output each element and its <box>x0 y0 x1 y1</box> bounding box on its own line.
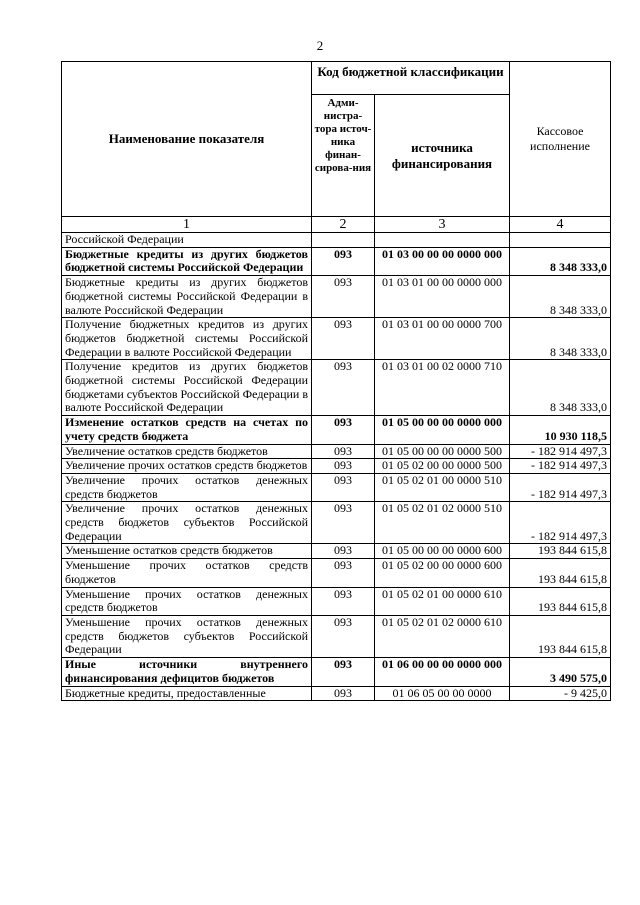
row-amount-cell: - 182 914 497,3 <box>510 459 611 474</box>
table-row <box>62 247 611 275</box>
row-name-cell: Получение бюджетных кредитов из других бюджетов бюджетной системы Российской Федерации в валюте Российской Федерации <box>62 318 312 360</box>
table-row <box>62 233 611 248</box>
row-name-cell: Увеличение прочих остатков денежных средств бюджетов субъектов Российской Федерации <box>62 502 312 544</box>
column-number: 3 <box>375 217 510 233</box>
row-amount-cell: - 9 425,0 <box>510 686 611 701</box>
row-name-cell: Российской Федерации <box>62 233 312 248</box>
row-amount-cell: 8 348 333,0 <box>510 360 611 416</box>
row-code-cell: 01 05 02 01 02 0000 510 <box>375 502 510 544</box>
column-number: 1 <box>62 217 312 233</box>
table-row <box>62 658 611 686</box>
column-number: 2 <box>312 217 375 233</box>
row-amount-cell: 193 844 615,8 <box>510 544 611 559</box>
header-name-column: Наименование показателя <box>62 62 312 217</box>
row-code-cell: 01 03 01 00 02 0000 710 <box>375 360 510 416</box>
row-amount-cell: 193 844 615,8 <box>510 587 611 615</box>
row-admin-cell <box>312 233 375 248</box>
row-admin-cell: 093 <box>312 416 375 444</box>
table-row <box>62 444 611 459</box>
row-code-cell: 01 05 02 01 00 0000 610 <box>375 587 510 615</box>
row-admin-cell: 093 <box>312 587 375 615</box>
row-amount-cell: 8 348 333,0 <box>510 247 611 275</box>
table-body <box>62 233 611 701</box>
row-name-cell: Уменьшение прочих остатков денежных средств бюджетов <box>62 587 312 615</box>
row-name-cell: Изменение остатков средств на счетах по учету средств бюджета <box>62 416 312 444</box>
table-row <box>62 587 611 615</box>
row-amount-cell: 8 348 333,0 <box>510 318 611 360</box>
row-admin-cell: 093 <box>312 459 375 474</box>
row-name-cell: Бюджетные кредиты, предоставленные <box>62 686 312 701</box>
row-admin-cell: 093 <box>312 318 375 360</box>
row-admin-cell: 093 <box>312 473 375 501</box>
table-row <box>62 459 611 474</box>
row-admin-cell: 093 <box>312 658 375 686</box>
row-code-cell: 01 06 05 00 00 0000 <box>375 686 510 701</box>
row-admin-cell: 093 <box>312 615 375 657</box>
row-name-cell: Уменьшение остатков средств бюджетов <box>62 544 312 559</box>
row-name-cell: Увеличение прочих остатков денежных средств бюджетов <box>62 473 312 501</box>
table-row <box>62 615 611 657</box>
row-admin-cell: 093 <box>312 544 375 559</box>
row-amount-cell: - 182 914 497,3 <box>510 502 611 544</box>
table-row <box>62 416 611 444</box>
row-amount-cell: - 182 914 497,3 <box>510 473 611 501</box>
header-execution-column: Кассовое исполнение <box>510 62 611 217</box>
table-row <box>62 559 611 587</box>
row-amount-cell: 10 930 118,5 <box>510 416 611 444</box>
table-row <box>62 318 611 360</box>
row-name-cell: Увеличение прочих остатков средств бюджетов <box>62 459 312 474</box>
row-amount-cell: - 182 914 497,3 <box>510 444 611 459</box>
header-source-column: источника финансирования <box>375 95 510 217</box>
table-row <box>62 686 611 701</box>
row-code-cell: 01 05 00 00 00 0000 600 <box>375 544 510 559</box>
table-row <box>62 276 611 318</box>
row-code-cell: 01 03 01 00 00 0000 700 <box>375 318 510 360</box>
row-name-cell: Иные источники внутреннего финансирования дефицитов бюджетов <box>62 658 312 686</box>
row-amount-cell: 193 844 615,8 <box>510 559 611 587</box>
row-code-cell: 01 06 00 00 00 0000 000 <box>375 658 510 686</box>
table-row <box>62 360 611 416</box>
row-code-cell: 01 05 02 01 02 0000 610 <box>375 615 510 657</box>
row-name-cell: Уменьшение прочих остатков средств бюджетов <box>62 559 312 587</box>
row-name-cell: Бюджетные кредиты из других бюджетов бюджетной системы Российской Федерации в валюте Российской Федерации <box>62 276 312 318</box>
row-name-cell: Уменьшение прочих остатков денежных средств бюджетов субъектов Российской Федерации <box>62 615 312 657</box>
row-code-cell <box>375 233 510 248</box>
budget-sources-table <box>61 61 611 701</box>
row-amount-cell: 3 490 575,0 <box>510 658 611 686</box>
row-amount-cell: 8 348 333,0 <box>510 276 611 318</box>
row-admin-cell: 093 <box>312 444 375 459</box>
table-row <box>62 473 611 501</box>
row-code-cell: 01 05 02 01 00 0000 510 <box>375 473 510 501</box>
row-name-cell: Получение кредитов из других бюджетов бюджетной системы Российской Федерации бюджетами субъектов Российской Федерации в валюте Российской Федерации <box>62 360 312 416</box>
row-code-cell: 01 05 02 00 00 0000 500 <box>375 459 510 474</box>
column-number: 4 <box>510 217 611 233</box>
row-code-cell: 01 03 01 00 00 0000 000 <box>375 276 510 318</box>
header-code-group: Код бюджетной классификации <box>312 62 510 95</box>
row-code-cell: 01 05 02 00 00 0000 600 <box>375 559 510 587</box>
row-code-cell: 01 05 00 00 00 0000 500 <box>375 444 510 459</box>
row-admin-cell: 093 <box>312 686 375 701</box>
row-name-cell: Увеличение остатков средств бюджетов <box>62 444 312 459</box>
row-admin-cell: 093 <box>312 559 375 587</box>
row-admin-cell: 093 <box>312 276 375 318</box>
row-name-cell: Бюджетные кредиты из других бюджетов бюджетной системы Российской Федерации <box>62 247 312 275</box>
page-number: 2 <box>316 38 324 53</box>
row-code-cell: 01 05 00 00 00 0000 000 <box>375 416 510 444</box>
row-code-cell: 01 03 00 00 00 0000 000 <box>375 247 510 275</box>
column-number-row <box>62 217 611 233</box>
row-amount-cell: 193 844 615,8 <box>510 615 611 657</box>
row-amount-cell <box>510 233 611 248</box>
row-admin-cell: 093 <box>312 247 375 275</box>
header-admin-column: Адми-нистра-тора источ-ника финан-сирова-ния <box>312 95 375 217</box>
row-admin-cell: 093 <box>312 360 375 416</box>
row-admin-cell: 093 <box>312 502 375 544</box>
table-row <box>62 502 611 544</box>
table-row <box>62 544 611 559</box>
